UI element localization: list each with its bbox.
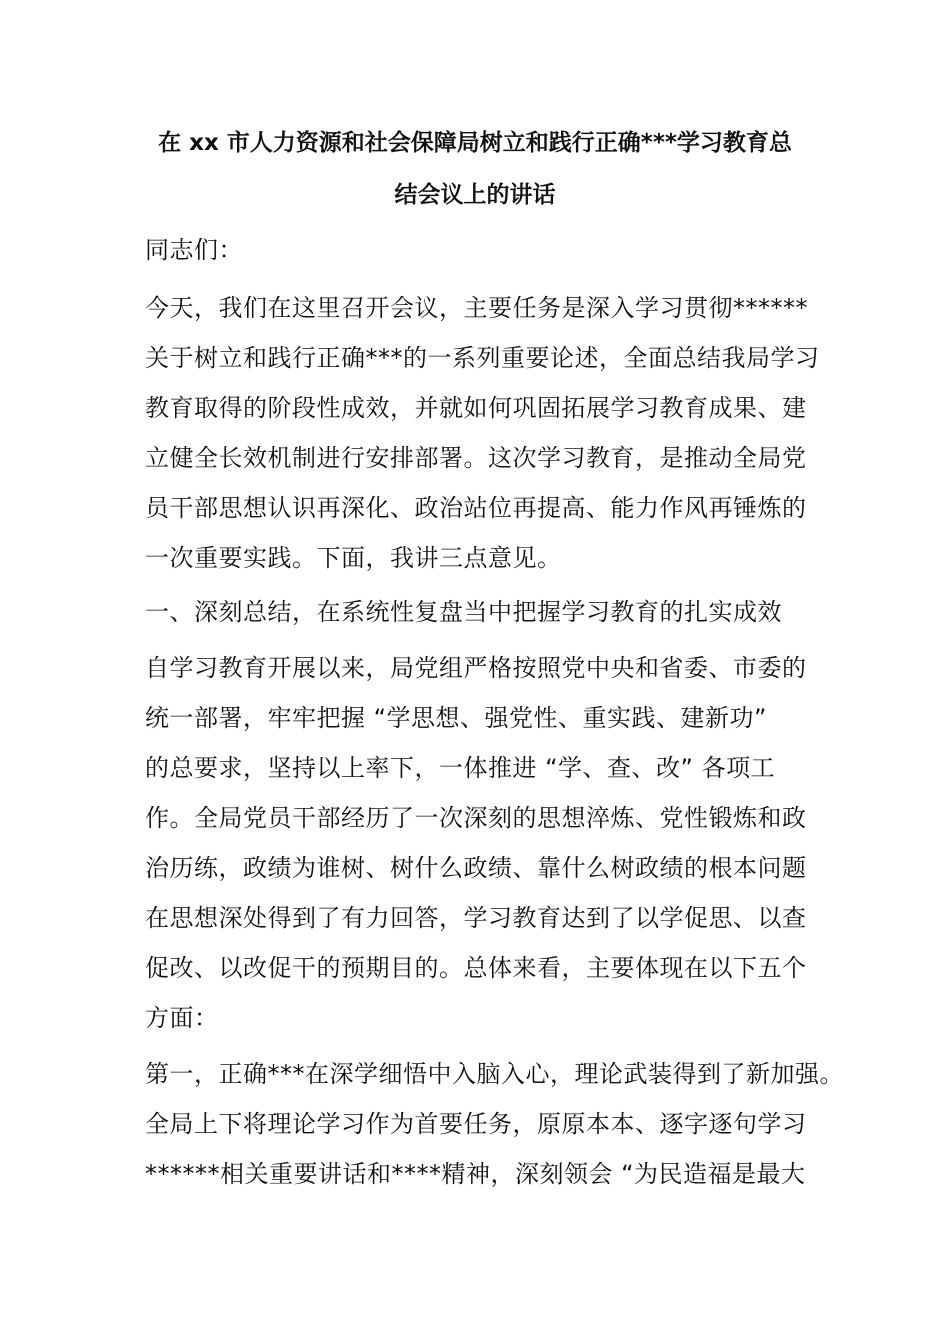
paragraph-line: 统一部署，牢牢把握 “学思想、强党性、重实践、建新功” xyxy=(145,704,767,732)
paragraph-line: 立健全长效机制进行安排部署。这次学习教育，是推动全局党 xyxy=(145,444,807,472)
paragraph-line: 员干部思想认识再深化、政治站位再提高、能力作风再锤炼的 xyxy=(145,494,807,522)
paragraph-line: 第一，正确***在深学细悟中入脑入心，理论武装得到了新加强。 xyxy=(145,1060,844,1088)
paragraph-line: 方面： xyxy=(145,1004,219,1032)
paragraph-line: 促改、以改促干的预期目的。总体来看，主要体现在以下五个 xyxy=(145,954,807,982)
paragraph-line: 自学习教育开展以来，局党组严格按照党中央和省委、市委的 xyxy=(145,654,807,682)
paragraph-line: 治历练，政绩为谁树、树什么政绩、靠什么树政绩的根本问题 xyxy=(145,854,807,882)
document-title-line-2: 结会议上的讲话 xyxy=(394,182,556,208)
paragraph-line: 教育取得的阶段性成效，并就如何巩固拓展学习教育成果、建 xyxy=(145,394,807,422)
paragraph-line: 的总要求，坚持以上率下，一体推进 “学、查、改” 各项工 xyxy=(145,754,776,782)
document-title-line-1: 在 xx 市人力资源和社会保障局树立和践行正确***学习教育总 xyxy=(158,130,792,156)
paragraph-line: 全局上下将理论学习作为首要任务，原原本本、逐字逐句学习 xyxy=(145,1110,807,1138)
paragraph-line: 关于树立和践行正确***的一系列重要论述，全面总结我局学习 xyxy=(145,344,820,372)
section-heading: 一、深刻总结，在系统性复盘当中把握学习教育的扎实成效 xyxy=(145,598,782,626)
paragraph-line: 在思想深处得到了有力回答，学习教育达到了以学促思、以查 xyxy=(145,904,807,932)
paragraph-line: ******相关重要讲话和****精神，深刻领会 “为民造福是最大 xyxy=(145,1160,806,1188)
paragraph-line: 作。全局党员干部经历了一次深刻的思想淬炼、党性锻炼和政 xyxy=(145,804,807,832)
salutation: 同志们： xyxy=(145,236,243,264)
paragraph-line: 今天，我们在这里召开会议，主要任务是深入学习贯彻****** xyxy=(145,294,808,322)
paragraph-line: 一次重要实践。下面，我讲三点意见。 xyxy=(145,544,562,572)
